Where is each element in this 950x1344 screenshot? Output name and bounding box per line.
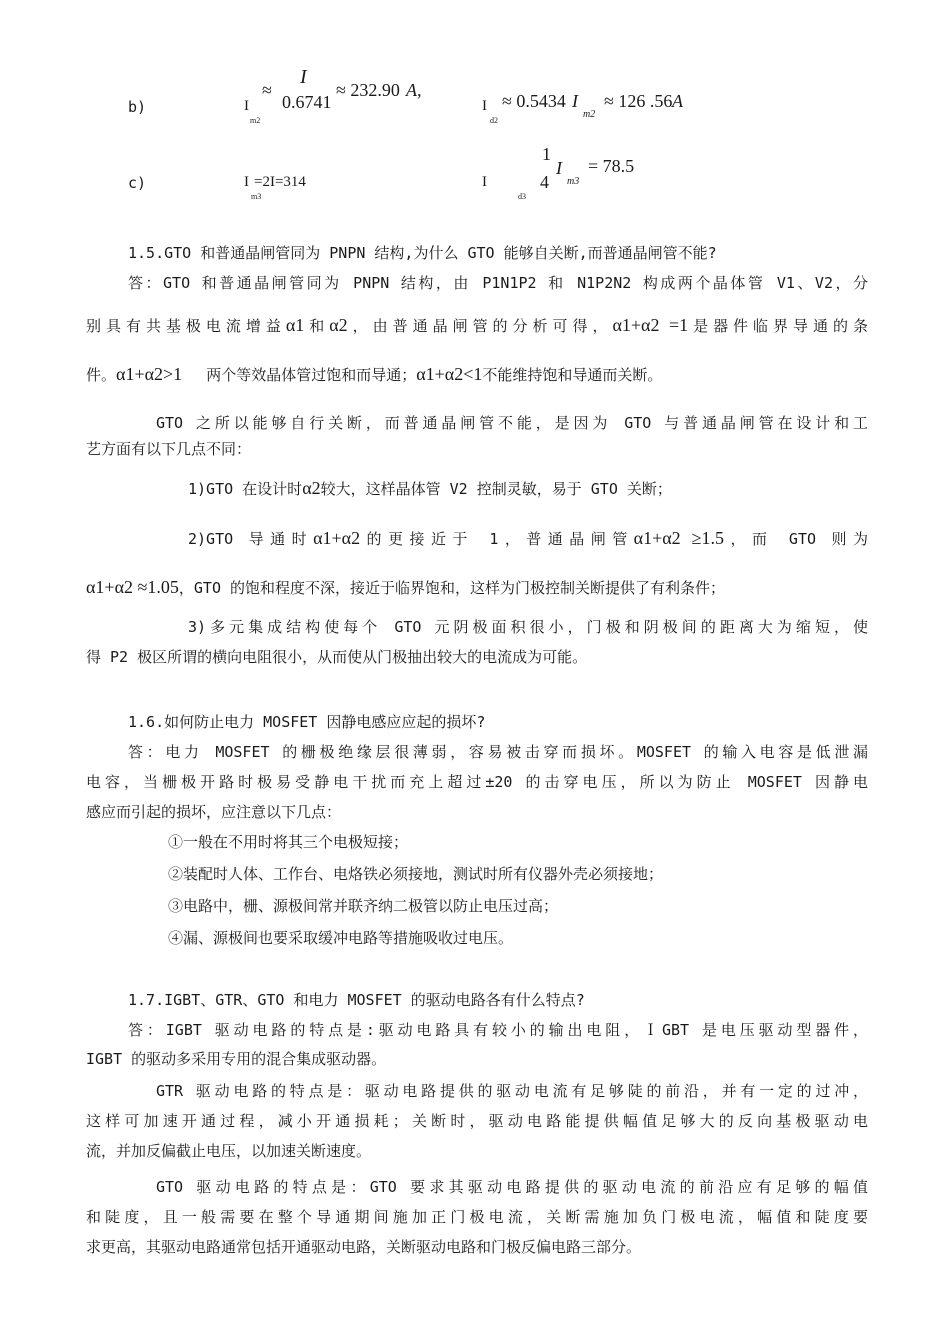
answer-1-6-line2: 电容，当栅极开路时极易受静电干扰而充上超过±20 的击穿电压，所以为防止 MOSFET 因静电 (86, 773, 868, 791)
eq-b-approx: ≈ (262, 80, 272, 100)
eq-b-id2-unit: A (672, 91, 683, 111)
eq-b-id2-im: I (572, 91, 578, 111)
gto-drive-line3: 求更高，其驱动电路通常包括开通驱动电路，关断驱动电路和门极反偏电路三部分。 (86, 1238, 642, 1256)
eq-c-result: = 78.5 (588, 156, 635, 176)
critical-condition-math: α1+α2 =1 (612, 315, 689, 335)
text: ，而 GTO 则为 (724, 530, 868, 548)
text: 两个等效晶体管过饱和而导通； (206, 366, 417, 384)
text: 件。 (86, 366, 117, 384)
text: 是器件临界导通的条 (688, 317, 868, 335)
question-1-7: 1.7.IGBT、GTR、GTO 和电力 MOSFET 的驱动电路各有什么特点? (128, 991, 585, 1009)
eq-b-denominator: 0.6741 (282, 92, 332, 112)
text: 2)GTO 导通时 (188, 530, 314, 548)
text: 和 (304, 317, 330, 335)
list-item-2: ②装配时人体、工作台、电烙铁必须接地，测试时所有仪器外壳必须接地； (168, 865, 664, 883)
answer-1-5-item2-cont (86, 577, 868, 598)
gtr-line2: 这样可加速开通过程，减小开通损耗；关断时，驱动电路能提供幅值足够大的反向基极驱动电 (86, 1112, 868, 1130)
alpha2-math: α2 (302, 478, 321, 498)
answer-1-5-line1: 答：GTO 和普通晶闸管同为 PNPN 结构，由 P1N1P2 和 N1P2N2 构成两个晶体管 V1、V2，分 (128, 274, 868, 292)
eq-b-numerator: I (300, 66, 307, 88)
eq-b-im2-sub: m2 (250, 116, 261, 125)
eq-b-im2: I (244, 98, 249, 114)
answer-1-5-p2-line1: GTO 之所以能够自行关断，而普通晶闸管不能，是因为 GTO 与普通晶闸管在设计和工 (156, 414, 868, 432)
answer-1-5-item1 (188, 478, 868, 499)
answer-1-5-line2 (86, 315, 868, 336)
alpha1-math: α1 (285, 315, 305, 335)
eq-b-result: ≈ 232.90 (336, 80, 400, 100)
question-1-6: 1.6.如何防止电力 MOSFET 因静电感应应起的损坏? (128, 713, 486, 731)
gto-drive-line2: 和陡度，且一般需要在整个导通期间施加正门极电流，关断需施加负门极电流，幅值和陡度要 (86, 1208, 868, 1226)
eq-c-im3-sub: m3 (251, 192, 262, 201)
list-item-1: ①一般在不用时将其三个电极短接； (168, 833, 409, 851)
text: ，由普通晶闸管的分析可得， (347, 317, 613, 335)
eq-c-id3-sub: d3 (518, 192, 526, 201)
text: ，GTO 的饱和程度不深，接近于临界饱和，这样为门极控制关断提供了有利条件； (178, 579, 726, 597)
alpha-sum-math: α1+α2 (313, 528, 361, 548)
gto-drive-line1: GTO 驱动电路的特点是：GTO 要求其驱动电路提供的驱动电流的前沿应有足够的幅值 (156, 1178, 868, 1196)
eq-c-im3: I (244, 174, 249, 190)
answer-1-6-line3: 感应而引起的损坏，应注意以下几点： (86, 803, 342, 821)
eq-c-im3-expr: =2I=314 (254, 174, 306, 190)
eq-b-unit: A, (406, 80, 422, 100)
eq-c-numerator: 1 (542, 144, 551, 164)
answer-1-6-line1: 答：电力 MOSFET 的栅极绝缘层很薄弱，容易被击穿而损坏。MOSFET 的输入电容是低泄漏 (128, 743, 868, 761)
question-1-5: 1.5.GTO 和普通晶闸管同为 PNPN 结构,为什么 GTO 能够自关断,而普通晶闸管不能? (128, 244, 717, 262)
eq-c-label: c) (128, 174, 147, 192)
gto-alpha-math: α1+α2 ≈1.05 (86, 577, 179, 597)
answer-1-5-p2-line2: 艺方面有以下几点不同： (86, 440, 252, 458)
eq-c-im-sub: m3 (567, 176, 580, 187)
answer-1-7-line1: 答：IGBT 驱动电路的特点是:驱动电路具有较小的输出电阻，ＩGBT 是电压驱动型器件， (128, 1021, 868, 1039)
thyristor-alpha-math: α1+α2 ≥1.5 (633, 528, 725, 548)
eq-c-im: I (556, 158, 562, 178)
list-item-3: ③电路中，栅、源极间常并联齐纳二极管以防止电压过高； (168, 897, 559, 915)
eq-c-denominator: 4 (540, 172, 549, 192)
on-condition-math: α1+α2>1 (116, 364, 183, 384)
gtr-line1: GTR 驱动电路的特点是：驱动电路提供的驱动电流有足够陡的前沿，并有一定的过冲， (156, 1082, 868, 1100)
list-item-4: ④漏、源极间也要采取缓冲电路等措施吸收过电压。 (168, 929, 514, 947)
eq-b-id2-im-sub: m2 (583, 109, 596, 120)
text: 1)GTO 在设计时 (188, 480, 303, 498)
eq-b-id2-result: ≈ 126 .56 (604, 91, 673, 111)
eq-b-id2: I (482, 98, 487, 114)
text: 别具有共基极电流增益 (86, 317, 286, 335)
answer-1-5-item3-line2: 得 P2 极区所谓的横向电阻很小，从而使从门极抽出较大的电流成为可能。 (86, 648, 588, 666)
eq-b-id2-sub: d2 (490, 116, 498, 125)
eq-c-id3: I (482, 174, 487, 190)
answer-1-5-item3-line1: 3)多元集成结构使每个 GTO 元阴极面积很小，门极和阴极间的距离大为缩短，使 (188, 618, 868, 636)
alpha2-math: α2 (329, 315, 348, 335)
answer-1-5-item2 (188, 528, 868, 549)
eq-b-label: b) (128, 98, 147, 116)
answer-1-7-line2: IGBT 的驱动多采用专用的混合集成驱动器。 (86, 1050, 387, 1068)
eq-b-id2-expr: ≈ 0.5434 (502, 91, 566, 111)
text: 较大，这样晶体管 V2 控制灵敏，易于 GTO 关断； (320, 480, 672, 498)
off-condition-math: α1+α2<1 (416, 364, 483, 384)
text: 不能维持饱和导通而关断。 (482, 366, 663, 384)
gtr-line3: 流，并加反偏截止电压，以加速关断速度。 (86, 1142, 372, 1160)
text: 的更接近于 1，普通晶闸管 (360, 530, 634, 548)
answer-1-5-line3 (86, 364, 868, 385)
